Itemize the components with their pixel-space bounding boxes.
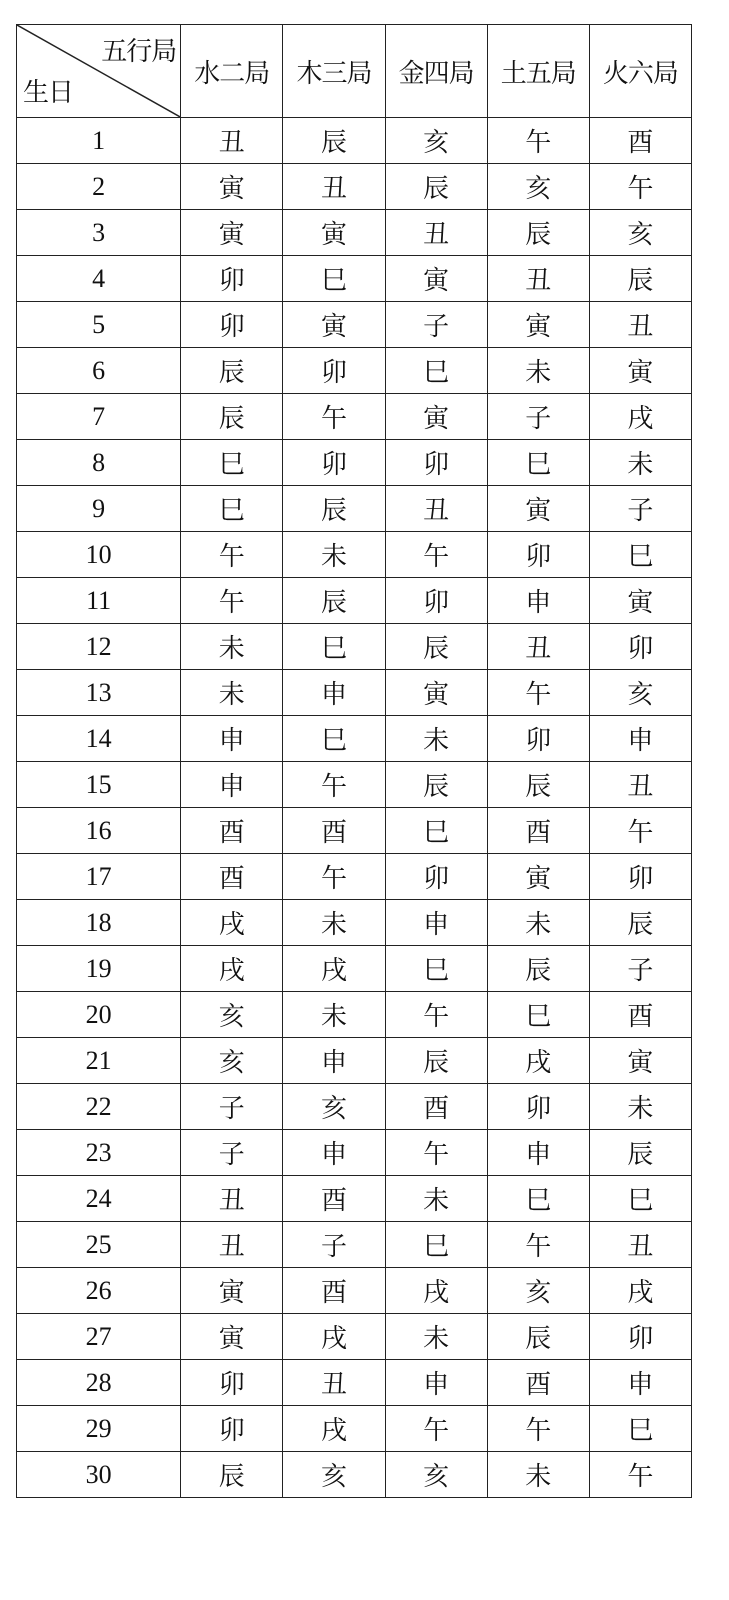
branch-cell: 卯 <box>589 624 691 670</box>
branch-cell: 亥 <box>181 992 283 1038</box>
branch-cell: 寅 <box>589 1038 691 1084</box>
branch-cell: 戌 <box>283 1314 385 1360</box>
branch-cell: 午 <box>283 854 385 900</box>
table-row <box>17 164 692 210</box>
branch-cell: 未 <box>181 670 283 716</box>
branch-cell: 子 <box>181 1084 283 1130</box>
branch-cell: 申 <box>487 578 589 624</box>
branch-cell: 辰 <box>385 164 487 210</box>
table-row <box>17 394 692 440</box>
branch-cell: 午 <box>385 1130 487 1176</box>
corner-header-cell <box>17 25 181 118</box>
branch-cell: 卯 <box>487 532 589 578</box>
branch-cell: 巳 <box>181 440 283 486</box>
table-row <box>17 946 692 992</box>
branch-cell: 寅 <box>385 394 487 440</box>
branch-cell: 巳 <box>181 486 283 532</box>
table-row <box>17 118 692 164</box>
branch-cell: 巳 <box>385 1222 487 1268</box>
branch-cell: 辰 <box>589 1130 691 1176</box>
branch-cell: 寅 <box>181 1314 283 1360</box>
branch-cell: 丑 <box>589 302 691 348</box>
branch-cell: 亥 <box>589 670 691 716</box>
branch-cell: 午 <box>589 808 691 854</box>
branch-cell: 酉 <box>589 118 691 164</box>
branch-cell: 申 <box>487 1130 589 1176</box>
birth-day-cell: 14 <box>17 716 181 762</box>
branch-cell: 卯 <box>589 854 691 900</box>
branch-cell: 戌 <box>589 394 691 440</box>
branch-cell: 辰 <box>181 348 283 394</box>
branch-cell: 亥 <box>385 1452 487 1498</box>
branch-cell: 卯 <box>181 256 283 302</box>
branch-cell: 午 <box>487 670 589 716</box>
branch-cell: 辰 <box>385 762 487 808</box>
column-header: 火六局 <box>589 25 691 118</box>
ziwei-star-table <box>16 24 692 1498</box>
branch-cell: 申 <box>589 716 691 762</box>
branch-cell: 辰 <box>181 394 283 440</box>
branch-cell: 丑 <box>385 486 487 532</box>
birth-day-cell: 10 <box>17 532 181 578</box>
table-row <box>17 716 692 762</box>
branch-cell: 辰 <box>283 486 385 532</box>
branch-cell: 酉 <box>487 1360 589 1406</box>
branch-cell: 辰 <box>589 256 691 302</box>
branch-cell: 寅 <box>181 164 283 210</box>
branch-cell: 申 <box>283 670 385 716</box>
branch-cell: 丑 <box>283 1360 385 1406</box>
branch-cell: 卯 <box>283 440 385 486</box>
branch-cell: 巳 <box>589 532 691 578</box>
table-row <box>17 1452 692 1498</box>
branch-cell: 巳 <box>589 1406 691 1452</box>
branch-cell: 申 <box>283 1130 385 1176</box>
table-row <box>17 762 692 808</box>
branch-cell: 戌 <box>181 900 283 946</box>
birth-day-cell: 19 <box>17 946 181 992</box>
birth-day-cell: 29 <box>17 1406 181 1452</box>
branch-cell: 未 <box>283 992 385 1038</box>
branch-cell: 辰 <box>385 1038 487 1084</box>
branch-cell: 卯 <box>487 716 589 762</box>
birth-day-cell: 22 <box>17 1084 181 1130</box>
branch-cell: 午 <box>385 992 487 1038</box>
table-row <box>17 1314 692 1360</box>
branch-cell: 寅 <box>487 486 589 532</box>
branch-cell: 巳 <box>385 808 487 854</box>
branch-cell: 未 <box>283 900 385 946</box>
branch-cell: 戌 <box>385 1268 487 1314</box>
branch-cell: 子 <box>589 486 691 532</box>
branch-cell: 辰 <box>283 578 385 624</box>
table-row <box>17 1176 692 1222</box>
branch-cell: 亥 <box>283 1452 385 1498</box>
branch-cell: 丑 <box>181 118 283 164</box>
branch-cell: 卯 <box>385 578 487 624</box>
branch-cell: 申 <box>283 1038 385 1084</box>
branch-cell: 卯 <box>487 1084 589 1130</box>
column-header: 水二局 <box>181 25 283 118</box>
branch-cell: 辰 <box>385 624 487 670</box>
branch-cell: 卯 <box>181 1360 283 1406</box>
branch-cell: 未 <box>589 1084 691 1130</box>
birth-day-cell: 25 <box>17 1222 181 1268</box>
branch-cell: 戌 <box>181 946 283 992</box>
birth-day-cell: 5 <box>17 302 181 348</box>
data-table <box>16 24 692 1498</box>
birth-day-cell: 4 <box>17 256 181 302</box>
branch-cell: 未 <box>283 532 385 578</box>
branch-cell: 巳 <box>487 440 589 486</box>
branch-cell: 卯 <box>385 440 487 486</box>
branch-cell: 未 <box>487 348 589 394</box>
branch-cell: 午 <box>181 532 283 578</box>
branch-cell: 巳 <box>589 1176 691 1222</box>
branch-cell: 辰 <box>589 900 691 946</box>
table-row <box>17 992 692 1038</box>
table-row <box>17 900 692 946</box>
birth-day-cell: 16 <box>17 808 181 854</box>
table-row <box>17 670 692 716</box>
branch-cell: 辰 <box>487 1314 589 1360</box>
branch-cell: 辰 <box>487 946 589 992</box>
branch-cell: 午 <box>589 1452 691 1498</box>
branch-cell: 辰 <box>487 762 589 808</box>
birth-day-cell: 1 <box>17 118 181 164</box>
branch-cell: 未 <box>385 1314 487 1360</box>
table-row <box>17 578 692 624</box>
branch-cell: 寅 <box>385 256 487 302</box>
birth-day-cell: 28 <box>17 1360 181 1406</box>
branch-cell: 巳 <box>385 946 487 992</box>
branch-cell: 丑 <box>487 256 589 302</box>
branch-cell: 巳 <box>487 992 589 1038</box>
branch-cell: 辰 <box>181 1452 283 1498</box>
table-row <box>17 808 692 854</box>
branch-cell: 子 <box>283 1222 385 1268</box>
birth-day-cell: 3 <box>17 210 181 256</box>
branch-cell: 丑 <box>283 164 385 210</box>
branch-cell: 未 <box>181 624 283 670</box>
birth-day-cell: 7 <box>17 394 181 440</box>
branch-cell: 午 <box>283 394 385 440</box>
branch-cell: 酉 <box>283 808 385 854</box>
branch-cell: 丑 <box>181 1222 283 1268</box>
branch-cell: 卯 <box>181 1406 283 1452</box>
corner-column-label: 五行局 <box>101 37 177 67</box>
birth-day-cell: 26 <box>17 1268 181 1314</box>
branch-cell: 寅 <box>487 854 589 900</box>
table-row <box>17 624 692 670</box>
birth-day-cell: 20 <box>17 992 181 1038</box>
branch-cell: 申 <box>385 900 487 946</box>
branch-cell: 未 <box>385 1176 487 1222</box>
branch-cell: 酉 <box>283 1268 385 1314</box>
branch-cell: 卯 <box>385 854 487 900</box>
branch-cell: 午 <box>589 164 691 210</box>
table-row <box>17 1222 692 1268</box>
birth-day-cell: 23 <box>17 1130 181 1176</box>
table-row <box>17 210 692 256</box>
branch-cell: 午 <box>487 1406 589 1452</box>
branch-cell: 寅 <box>283 210 385 256</box>
column-header: 金四局 <box>385 25 487 118</box>
table-row <box>17 256 692 302</box>
branch-cell: 卯 <box>283 348 385 394</box>
table-body <box>17 118 692 1498</box>
branch-cell: 午 <box>385 532 487 578</box>
branch-cell: 丑 <box>589 1222 691 1268</box>
branch-cell: 未 <box>589 440 691 486</box>
branch-cell: 酉 <box>283 1176 385 1222</box>
table-row <box>17 1268 692 1314</box>
branch-cell: 酉 <box>181 808 283 854</box>
birth-day-cell: 12 <box>17 624 181 670</box>
branch-cell: 申 <box>181 762 283 808</box>
branch-cell: 申 <box>385 1360 487 1406</box>
branch-cell: 亥 <box>589 210 691 256</box>
branch-cell: 巳 <box>385 348 487 394</box>
branch-cell: 丑 <box>589 762 691 808</box>
birth-day-cell: 6 <box>17 348 181 394</box>
birth-day-cell: 24 <box>17 1176 181 1222</box>
branch-cell: 戌 <box>283 946 385 992</box>
branch-cell: 寅 <box>283 302 385 348</box>
branch-cell: 戌 <box>487 1038 589 1084</box>
table-row <box>17 532 692 578</box>
branch-cell: 酉 <box>487 808 589 854</box>
branch-cell: 子 <box>385 302 487 348</box>
branch-cell: 寅 <box>487 302 589 348</box>
branch-cell: 丑 <box>487 624 589 670</box>
branch-cell: 午 <box>487 1222 589 1268</box>
branch-cell: 午 <box>385 1406 487 1452</box>
header-row <box>17 25 692 118</box>
birth-day-cell: 13 <box>17 670 181 716</box>
branch-cell: 寅 <box>589 578 691 624</box>
column-header: 土五局 <box>487 25 589 118</box>
table-row <box>17 348 692 394</box>
branch-cell: 丑 <box>385 210 487 256</box>
branch-cell: 寅 <box>181 210 283 256</box>
birth-day-cell: 11 <box>17 578 181 624</box>
branch-cell: 寅 <box>589 348 691 394</box>
branch-cell: 未 <box>487 900 589 946</box>
table-row <box>17 1038 692 1084</box>
branch-cell: 亥 <box>283 1084 385 1130</box>
branch-cell: 亥 <box>385 118 487 164</box>
birth-day-cell: 2 <box>17 164 181 210</box>
branch-cell: 巳 <box>487 1176 589 1222</box>
birth-day-cell: 27 <box>17 1314 181 1360</box>
table-row <box>17 302 692 348</box>
branch-cell: 巳 <box>283 716 385 762</box>
table-row <box>17 1084 692 1130</box>
table-row <box>17 440 692 486</box>
table-row <box>17 486 692 532</box>
branch-cell: 午 <box>181 578 283 624</box>
branch-cell: 未 <box>487 1452 589 1498</box>
branch-cell: 辰 <box>283 118 385 164</box>
branch-cell: 戌 <box>589 1268 691 1314</box>
column-header: 木三局 <box>283 25 385 118</box>
branch-cell: 巳 <box>283 256 385 302</box>
branch-cell: 酉 <box>181 854 283 900</box>
branch-cell: 丑 <box>181 1176 283 1222</box>
branch-cell: 未 <box>385 716 487 762</box>
branch-cell: 申 <box>181 716 283 762</box>
branch-cell: 午 <box>487 118 589 164</box>
branch-cell: 亥 <box>181 1038 283 1084</box>
corner-row-label: 生日 <box>23 78 74 108</box>
birth-day-cell: 8 <box>17 440 181 486</box>
branch-cell: 亥 <box>487 1268 589 1314</box>
birth-day-cell: 18 <box>17 900 181 946</box>
birth-day-cell: 30 <box>17 1452 181 1498</box>
branch-cell: 卯 <box>589 1314 691 1360</box>
branch-cell: 亥 <box>487 164 589 210</box>
branch-cell: 寅 <box>181 1268 283 1314</box>
branch-cell: 卯 <box>181 302 283 348</box>
branch-cell: 辰 <box>487 210 589 256</box>
branch-cell: 巳 <box>283 624 385 670</box>
branch-cell: 酉 <box>589 992 691 1038</box>
table-row <box>17 1360 692 1406</box>
table-row <box>17 1406 692 1452</box>
birth-day-cell: 17 <box>17 854 181 900</box>
table-row <box>17 854 692 900</box>
branch-cell: 申 <box>589 1360 691 1406</box>
birth-day-cell: 15 <box>17 762 181 808</box>
table-row <box>17 1130 692 1176</box>
branch-cell: 寅 <box>385 670 487 716</box>
branch-cell: 午 <box>283 762 385 808</box>
branch-cell: 子 <box>487 394 589 440</box>
birth-day-cell: 21 <box>17 1038 181 1084</box>
birth-day-cell: 9 <box>17 486 181 532</box>
branch-cell: 酉 <box>385 1084 487 1130</box>
branch-cell: 戌 <box>283 1406 385 1452</box>
branch-cell: 子 <box>181 1130 283 1176</box>
branch-cell: 子 <box>589 946 691 992</box>
